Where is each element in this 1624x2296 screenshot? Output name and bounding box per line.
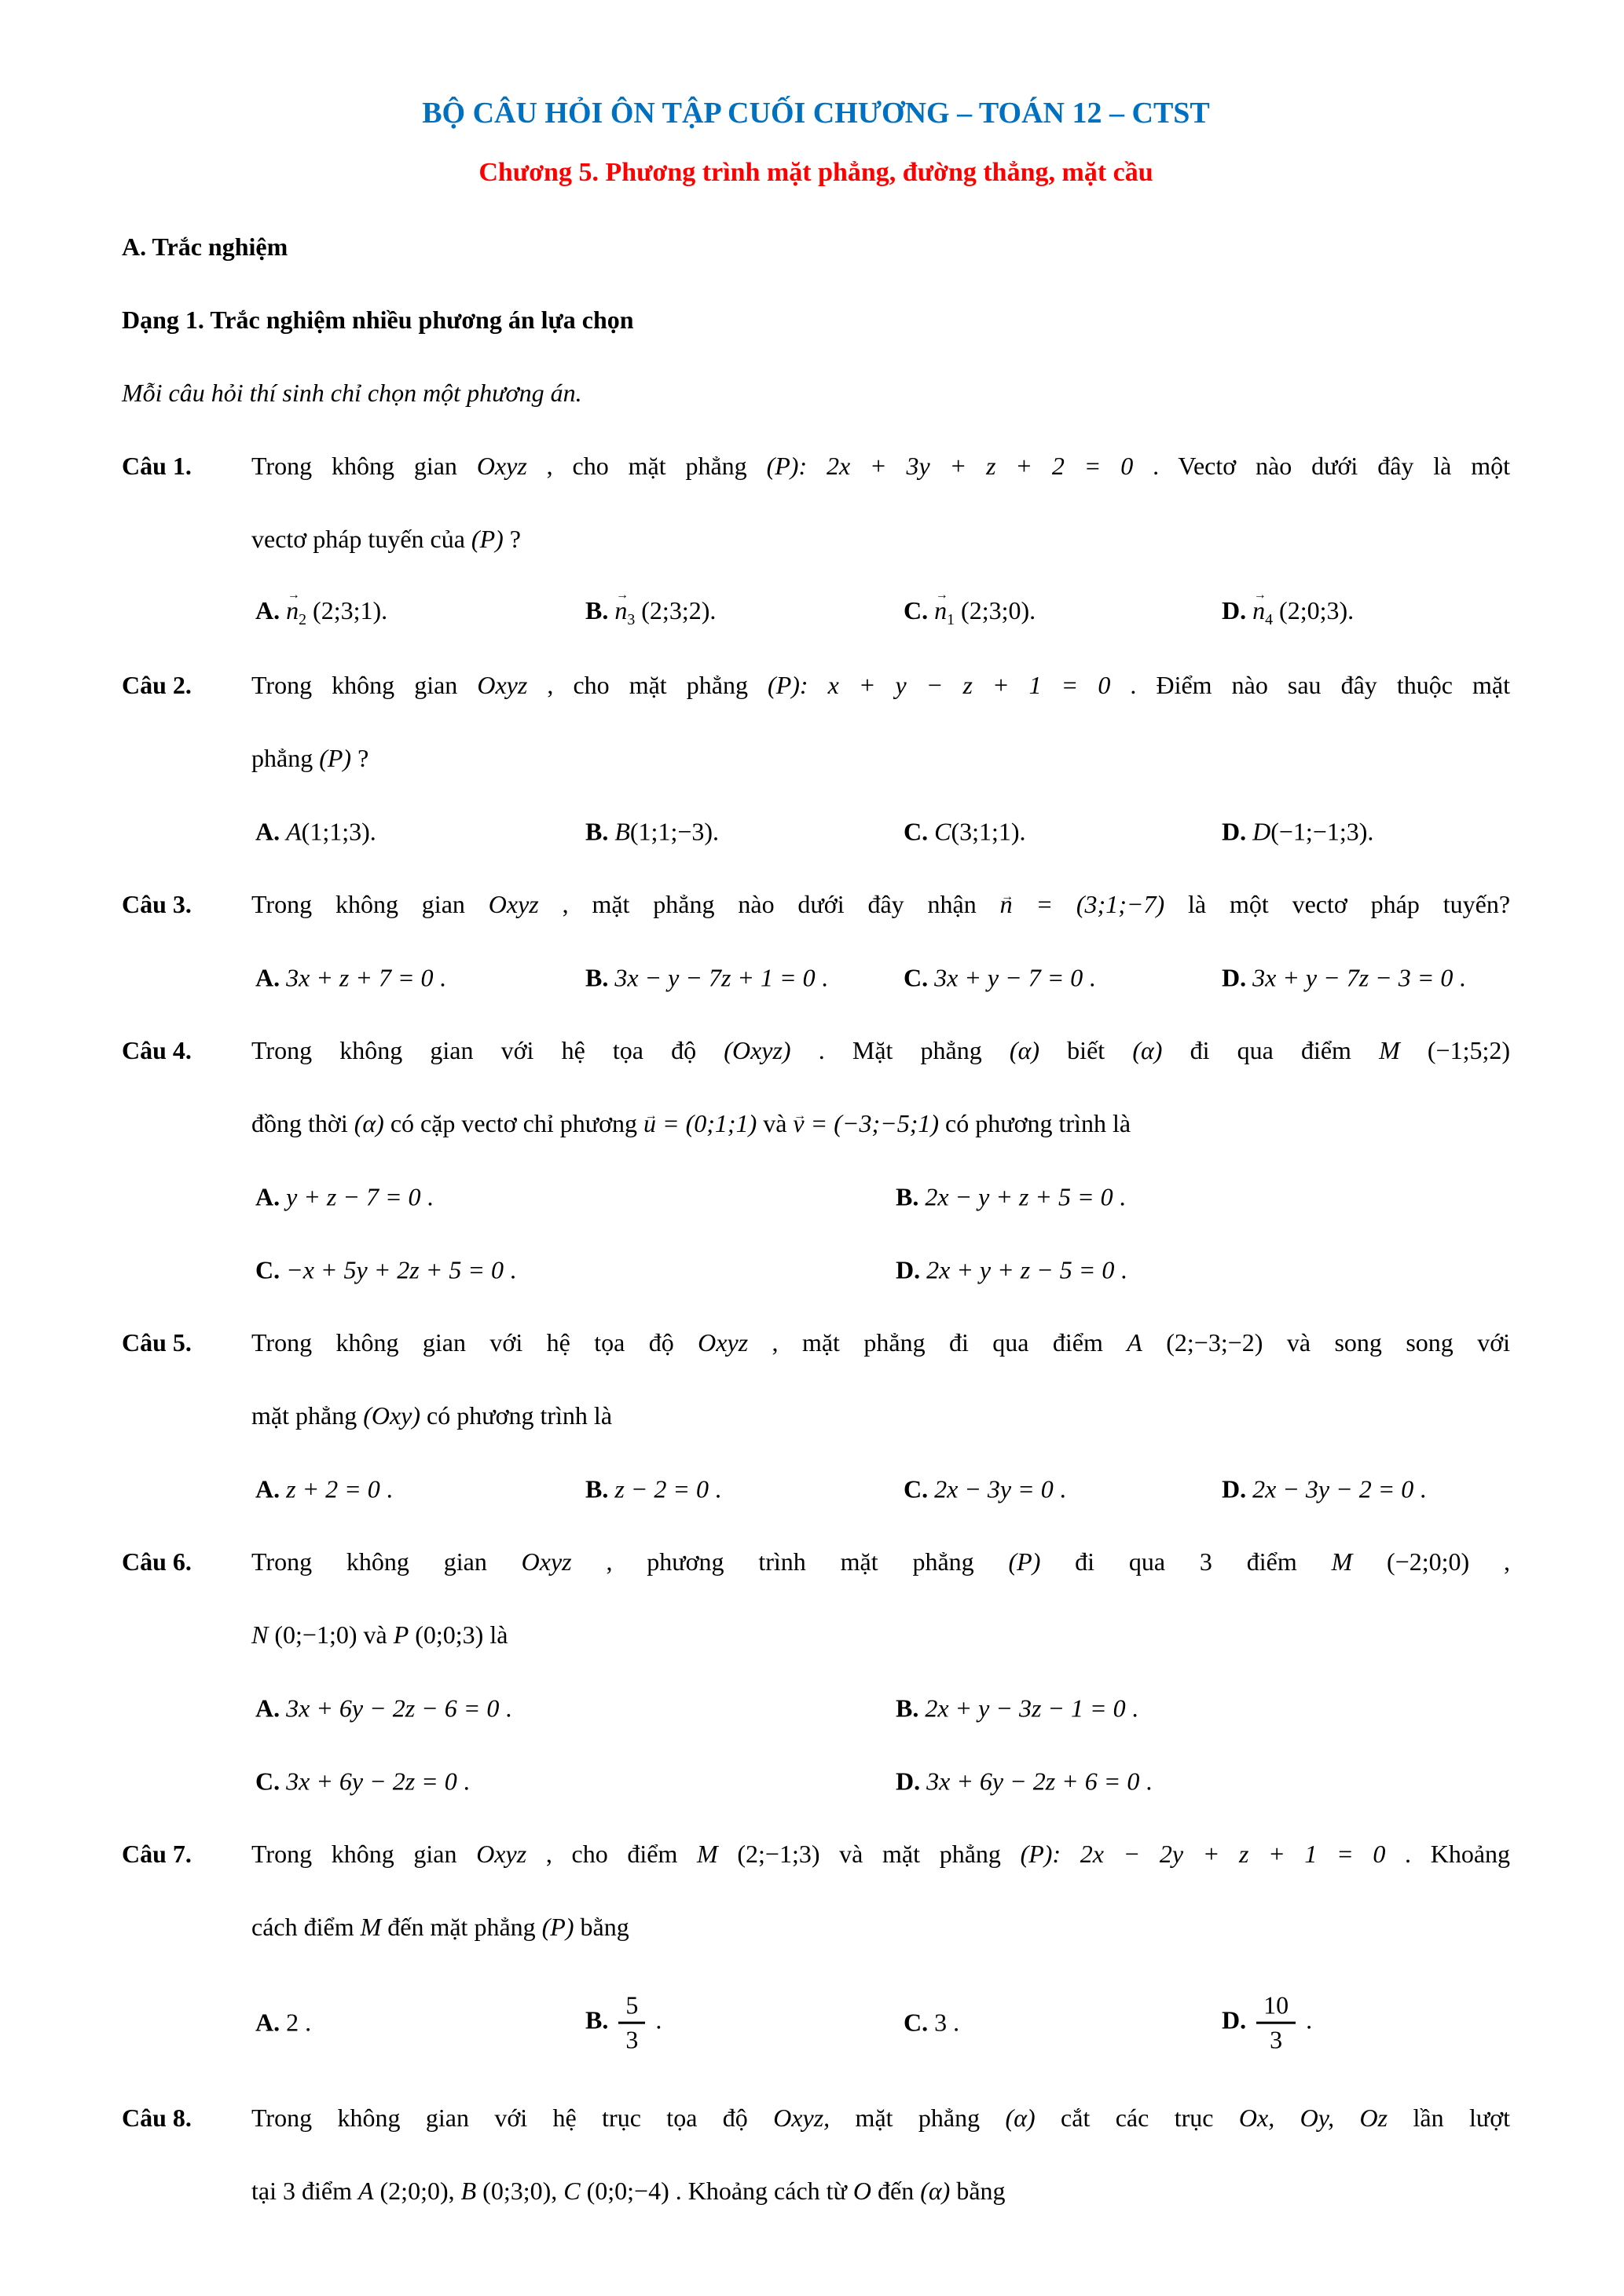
question-2-line-2: phẳng (P) ? bbox=[251, 744, 369, 772]
question-2-option-a: A. A(1;1;3). bbox=[255, 817, 376, 845]
question-3-line-1: Trong không gian Oxyz , mặt phẳng nào dưới đây nhận n → = (3;1;−7) là một vectơ pháp tuyến? bbox=[251, 868, 1510, 941]
question-5-options bbox=[251, 1452, 1510, 1525]
question-6-number: Câu 6. bbox=[122, 1547, 192, 1576]
question-7-options bbox=[251, 1964, 1510, 2082]
question-2-number: Câu 2. bbox=[122, 671, 192, 699]
question-6-option-a: A. 3x + 6y − 2z − 6 = 0 . bbox=[255, 1694, 512, 1722]
question-4-option-d: D. 2x + y + z − 5 = 0 . bbox=[896, 1255, 1127, 1283]
question-5-line-1: Trong không gian với hệ tọa độ Oxyz , mặt phẳng đi qua điểm A (2;−3;−2) và song song với bbox=[251, 1328, 1511, 1357]
dang1-heading: Dạng 1. Trắc nghiệm nhiều phương án lựa chọn bbox=[122, 306, 634, 334]
question-2-line-1: Trong không gian Oxyz , cho mặt phẳng (P): x + y − z + 1 = 0 . Điểm nào sau đây thuộc mặt bbox=[251, 671, 1511, 699]
question-1 bbox=[122, 430, 1510, 649]
question-7-option-c: C. 3 . bbox=[904, 2008, 960, 2037]
question-6-options-row-1 bbox=[251, 1672, 1510, 1745]
question-4-line-2: đồng thời (α) có cặp vectơ chỉ phương u → = (0;1;1) và v → = (−3;−5;1) có phương trình là bbox=[251, 1087, 1510, 1160]
question-5-option-c: C. 2x − 3y = 0 . bbox=[904, 1474, 1066, 1503]
question-4 bbox=[122, 1014, 1510, 1306]
doc-title: BỘ CÂU HỎI ÔN TẬP CUỐI CHƯƠNG – TOÁN 12 – CTST bbox=[422, 97, 1210, 130]
question-4-option-b: B. 2x − y + z + 5 = 0 . bbox=[896, 1182, 1126, 1210]
question-7-option-a: A. 2 . bbox=[255, 2008, 312, 2037]
question-2-options bbox=[251, 795, 1510, 868]
question-1-option-b: B. $n \to_3$ (2;3;2). bbox=[585, 596, 716, 629]
question-6-option-b: B. 2x + y − 3z − 1 = 0 . bbox=[896, 1694, 1138, 1722]
question-1-line-1: Trong không gian Oxyz , cho mặt phẳng (P): 2x + 3y + z + 2 = 0 . Vectơ nào dưới đây là một bbox=[251, 452, 1511, 480]
question-8-number: Câu 8. bbox=[122, 2104, 192, 2132]
question-3-option-a: A. 3x + z + 7 = 0 . bbox=[255, 963, 446, 991]
question-2-option-c: C. C(3;1;1). bbox=[904, 817, 1026, 845]
question-7-number: Câu 7. bbox=[122, 1840, 192, 1868]
question-2 bbox=[122, 649, 1510, 868]
question-7 bbox=[122, 1818, 1510, 2082]
question-1-option-a: A. $n \to_2$ (2;3;1). bbox=[255, 596, 387, 629]
question-7-line-1: Trong không gian Oxyz , cho điểm M (2;−1;3) và mặt phẳng (P): 2x − 2y + z + 1 = 0 . Khoảng bbox=[251, 1840, 1511, 1868]
question-5-option-d: D. 2x − 3y − 2 = 0 . bbox=[1222, 1474, 1427, 1503]
question-1-number: Câu 1. bbox=[122, 452, 192, 480]
question-6-line-1: Trong không gian Oxyz , phương trình mặt phẳng (P) đi qua 3 điểm M (−2;0;0) , bbox=[251, 1547, 1511, 1576]
question-1-options bbox=[251, 576, 1510, 649]
question-3-options bbox=[251, 941, 1510, 1014]
question-4-number: Câu 4. bbox=[122, 1036, 192, 1064]
question-1-line-2: vectơ pháp tuyến của (P) ? bbox=[251, 525, 521, 553]
question-6-options-row-2 bbox=[251, 1745, 1510, 1818]
question-6 bbox=[122, 1525, 1510, 1818]
question-1-option-d: D. $n \to_4$ (2;0;3). bbox=[1222, 596, 1354, 629]
question-5-option-a: A. z + 2 = 0 . bbox=[255, 1474, 393, 1503]
question-3 bbox=[122, 868, 1510, 1014]
doc-subtitle: Chương 5. Phương trình mặt phẳng, đường thẳng, mặt cầu bbox=[478, 158, 1153, 187]
section-a-heading: A. Trắc nghiệm bbox=[122, 233, 288, 261]
question-2-option-b: B. B(1;1;−3). bbox=[585, 817, 720, 845]
question-4-line-1: Trong không gian với hệ tọa độ (Oxyz) . Mặt phẳng (α) biết (α) đi qua điểm M (−1;5;2) bbox=[251, 1036, 1511, 1064]
question-4-options-row-1 bbox=[251, 1160, 1510, 1233]
question-4-option-a: A. y + z − 7 = 0 . bbox=[255, 1182, 434, 1210]
question-5-line-2: mặt phẳng (Oxy) có phương trình là bbox=[251, 1401, 613, 1430]
question-3-option-b: B. 3x − y − 7z + 1 = 0 . bbox=[585, 963, 828, 991]
question-3-number: Câu 3. bbox=[122, 890, 192, 918]
question-5-number: Câu 5. bbox=[122, 1328, 192, 1357]
question-1-option-c: C. $n \to_1$ (2;3;0). bbox=[904, 596, 1036, 629]
question-5 bbox=[122, 1306, 1510, 1525]
question-8-line-1: Trong không gian với hệ trục tọa độ Oxyz, mặt phẳng (α) cắt các trục Ox, Oy, Oz lần lượt bbox=[251, 2104, 1511, 2132]
question-4-option-c: C. −x + 5y + 2z + 5 = 0 . bbox=[255, 1255, 516, 1283]
question-8 bbox=[122, 2082, 1510, 2228]
question-7-option-d: D. $\frac{10}{3}$ . bbox=[1222, 1990, 1313, 2054]
question-7-option-b: B. $\frac{5}{3}$ . bbox=[585, 1990, 662, 2054]
question-3-option-d: D. 3x + y − 7z − 3 = 0 . bbox=[1222, 963, 1466, 991]
question-3-option-c: C. 3x + y − 7 = 0 . bbox=[904, 963, 1096, 991]
question-5-option-b: B. z − 2 = 0 . bbox=[585, 1474, 721, 1503]
question-6-line-2: N (0;−1;0) và P (0;0;3) là bbox=[251, 1620, 508, 1649]
question-8-line-2: tại 3 điểm A (2;0;0), B (0;3;0), C (0;0;−4) . Khoảng cách từ O đến (α) bằng bbox=[251, 2177, 1006, 2205]
question-2-option-d: D. D(−1;−1;3). bbox=[1222, 817, 1374, 845]
question-7-line-2: cách điểm M đến mặt phẳng (P) bằng bbox=[251, 1913, 629, 1941]
question-4-options-row-2 bbox=[251, 1233, 1510, 1306]
instruction-note: Mỗi câu hỏi thí sinh chỉ chọn một phương án. bbox=[122, 379, 582, 407]
question-6-option-c: C. 3x + 6y − 2z = 0 . bbox=[255, 1767, 470, 1795]
question-6-option-d: D. 3x + 6y − 2z + 6 = 0 . bbox=[896, 1767, 1153, 1795]
